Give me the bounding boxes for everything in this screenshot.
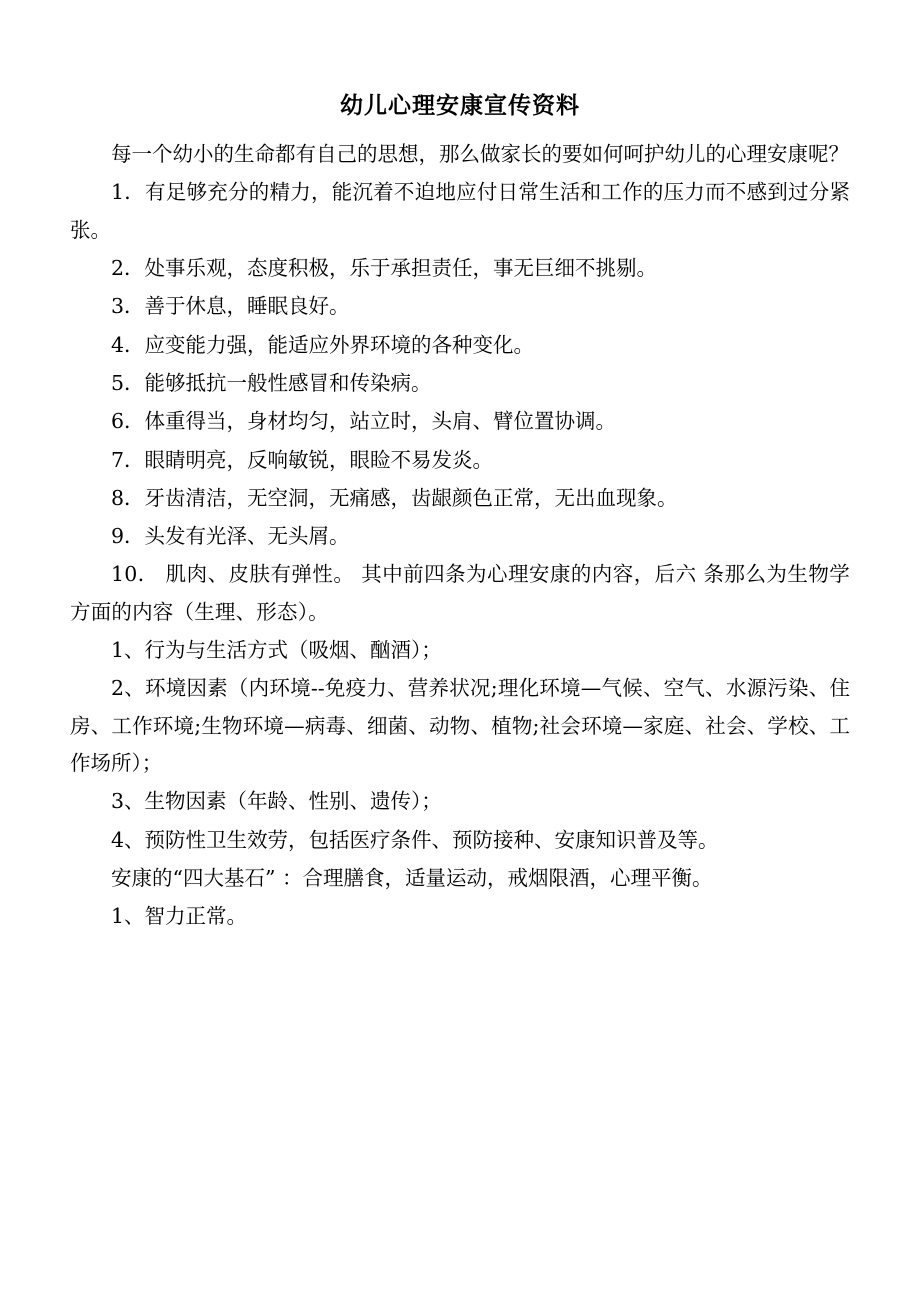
list-item-8: 8．牙齿清洁，无空洞，无痛感，齿龈颜色正常，无出血现象。 (111, 485, 678, 510)
list-item-1: 1．有足够充分的精力，能沉着不迫地应付日常生活和工作的压力而不感到过分紧张。 (70, 180, 850, 242)
paragraph-intro: 每一个幼小的生命都有自己的思想，那么做家长的要如何呵护幼儿的心理安康呢？ (111, 142, 849, 167)
list-item-5: 5．能够抵抗一般性感冒和传染病。 (111, 370, 432, 395)
list-item-2: 2．处事乐观，态度积极，乐于承担责任，事无巨细不挑剔。 (111, 256, 658, 281)
factor-item-2: 2、环境因素（内环境--免疫力、营养状况;理化环境—气候、空气、水源污染、住房、工作环境;生物环境—病毒、细菌、动物、植物;社会环境—家庭、社会、学校、工作场所）； (70, 676, 850, 775)
list-item-6: 6．体重得当，身材均匀，站立时，头肩、臂位置协调。 (111, 409, 617, 434)
list-item-9: 9．头发有光泽、无头屑。 (111, 524, 350, 549)
criteria-item-1: 1、智力正常。 (111, 904, 248, 929)
factor-item-1: 1、行为与生活方式（吸烟、酗酒）； (111, 638, 442, 663)
list-item-10: 10． 肌肉、皮肤有弹性。 其中前四条为心理安康的内容，后六 条那么为生物学方面的内容（生理、形态）。 (70, 562, 850, 624)
factor-item-3: 3、生物因素（年龄、性别、遗传）； (111, 789, 442, 814)
list-item-4: 4．应变能力强，能适应外界环境的各种变化。 (111, 332, 535, 357)
factor-item-4: 4、预防性卫生效劳，包括医疗条件、预防接种、安康知识普及等。 (111, 827, 719, 852)
list-item-7: 7．眼睛明亮，反响敏锐，眼睑不易发炎。 (111, 447, 494, 472)
paragraph-four-cornerstones: 安康的“四大基石” ：合理膳食，适量运动，戒烟限酒，心理平衡。 (111, 865, 713, 890)
list-item-3: 3．善于休息，睡眠良好。 (111, 294, 350, 319)
page-title: 幼儿心理安康宣传资料 (340, 93, 580, 119)
